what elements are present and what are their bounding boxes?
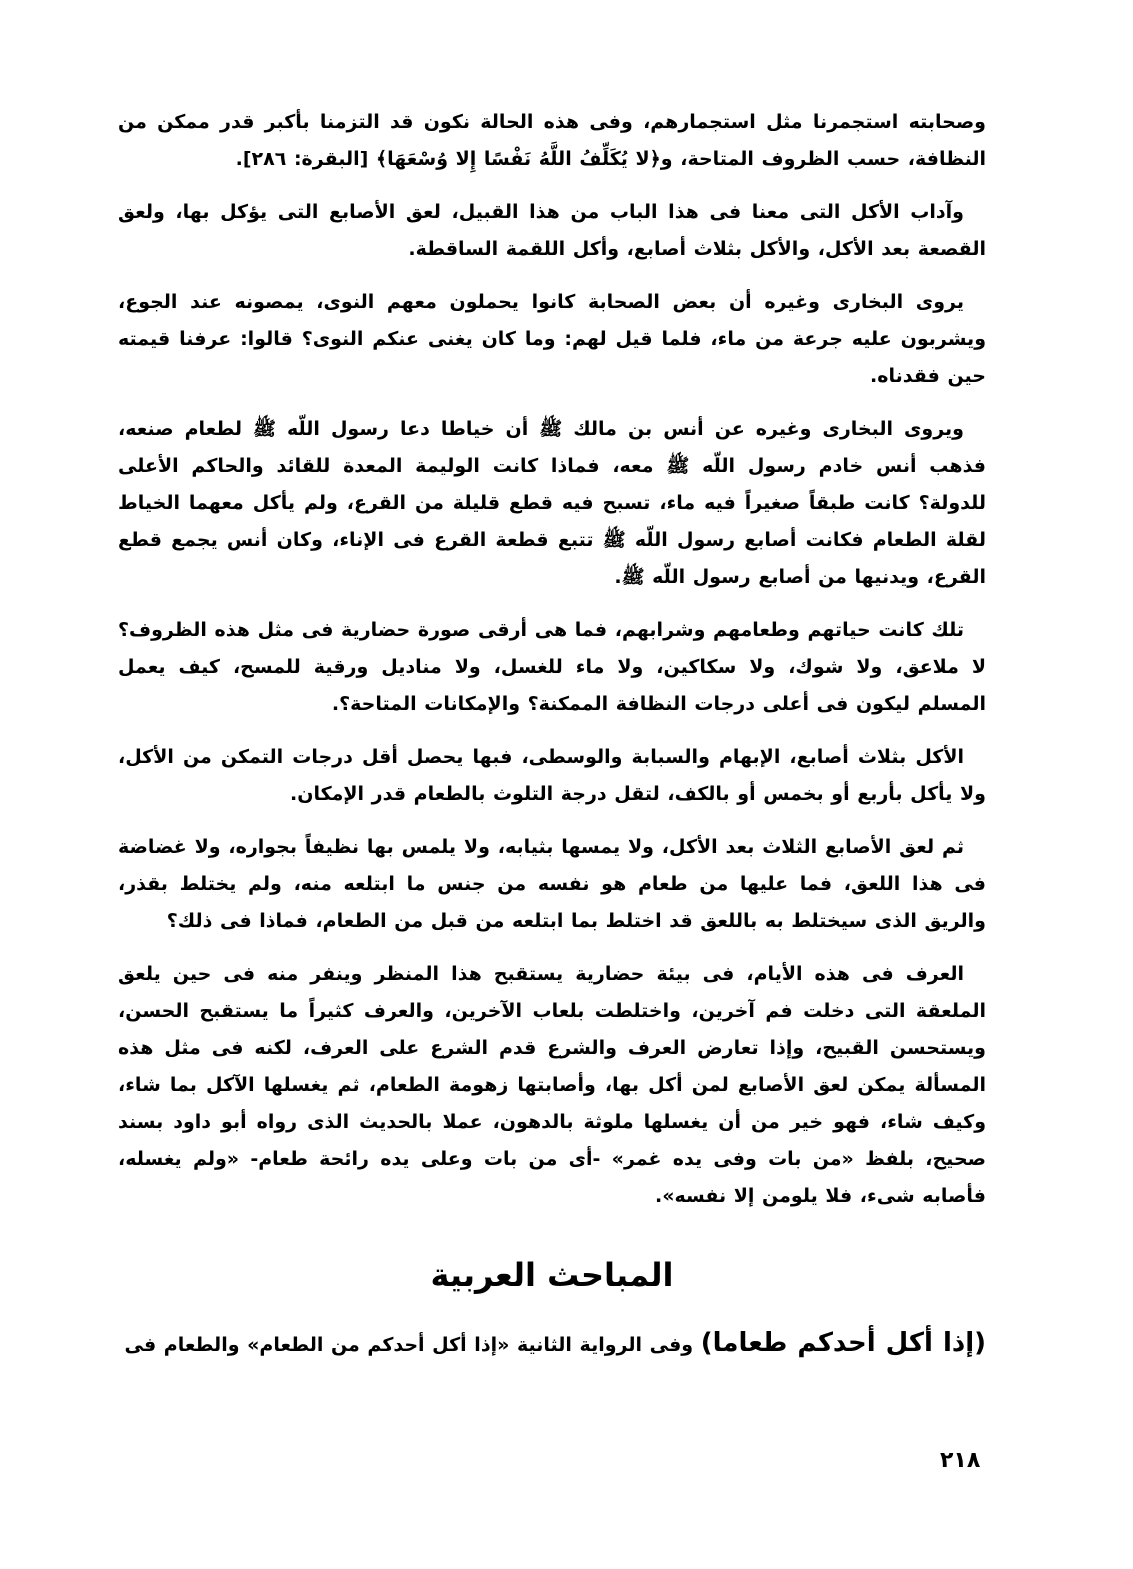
lead-phrase: (إذا أكل أحدكم طعاما) bbox=[700, 1328, 986, 1358]
paragraph-7: ثم لعق الأصابع الثلاث بعد الأكل، ولا يمسها بثيابه، ولا يلمس بها نظيفاً بجواره، ولا غضاضة فى هذا اللعق، فما عليها من طعام هو نفسه من جنس ما ابتلعه منه، ولم يختلط بقذر، والريق الذى سيختلط به باللعق قد اختلط بما ابتلعه من قبل من الطعام، فماذا فى ذلك؟ bbox=[118, 836, 986, 932]
paragraph-2: وآداب الأكل التى معنا فى هذا الباب من هذا القبيل، لعق الأصابع التى يؤكل بها، ولعق القصعة بعد الأكل، والأكل بثلاث أصابع، وأكل اللقمة الساقطة. bbox=[118, 201, 986, 260]
paragraph-4: ويروى البخارى وغيره عن أنس بن مالك ﷺ أن خياطا دعا رسول اللّه ﷺ لطعام صنعه، فذهب أنس خادم رسول اللّه ﷺ معه، فماذا كانت الوليمة المعدة للقائد والحاكم الأعلى للدولة؟ كانت طبقاً صغيراً فيه ماء، تسبح فيه قطع قليلة من القرع، ولم يأكل معهما الخياط لقلة الطعام فكانت أصابع رسول اللّه ﷺ تتبع قطعة القرع فى الإناء، وكان أنس يجمع قطع القرع، ويدنيها من أصابع رسول اللّه ﷺ. bbox=[118, 418, 986, 588]
paragraph-1 bbox=[118, 104, 986, 178]
paragraph-6: الأكل بثلاث أصابع، الإبهام والسبابة والوسطى، فبها يحصل أقل درجات التمكن من الأكل، ولا يأكل بأربع أو بخمس أو بالكف، لتقل درجة التلوث بالطعام قدر الإمكان. bbox=[118, 746, 986, 805]
quran-verse: ﴿لا يُكَلِّفُ اللَّهُ نَفْسًا إِلا وُسْعَهَا﴾ bbox=[375, 148, 661, 170]
page-number: ٢١٨ bbox=[940, 1448, 981, 1473]
paragraph-8: العرف فى هذه الأيام، فى بيئة حضارية يستقبح هذا المنظر وينفر منه فى حين يلعق الملعقة التى دخلت فم آخرين، واختلطت بلعاب الآخرين، والعرف كثيراً ما يستقبح الحسن، ويستحسن القبيح، وإذا تعارض العرف والشرع قدم الشرع على العرف، لكنه فى مثل هذه المسألة يمكن لعق الأصابع لمن أكل بها، وأصابتها زهومة الطعام، ثم يغسلها الآكل بما شاء، وكيف شاء، فهو خير من أن يغسلها ملوثة بالدهون، عملا بالحديث الذى رواه أبو داود بسند صحيح، بلفظ «من بات وفى يده غمر» -أى من بات وعلى يده رائحة طعام- «ولم يغسله، فأصابه شىء، فلا يلومن إلا نفسه». bbox=[118, 963, 986, 1207]
last-paragraph bbox=[118, 1325, 986, 1364]
paragraph-5: تلك كانت حياتهم وطعامهم وشرابهم، فما هى أرقى صورة حضارية فى مثل هذه الظروف؟ لا ملاعق، ولا شوك، ولا سكاكين، ولا ماء للغسل، ولا مناديل ورقية للمسح، كيف يعمل المسلم ليكون فى أعلى درجات النظافة الممكنة؟ والإمكانات المتاحة؟. bbox=[118, 619, 986, 715]
verse-citation: [البقرة: ٢٨٦]. bbox=[235, 148, 376, 170]
section-heading: المباحث العربية bbox=[430, 1256, 674, 1294]
last-paragraph-text: وفى الرواية الثانية «إذا أكل أحدكم من الطعام» والطعام فى bbox=[124, 1334, 701, 1356]
book-page bbox=[118, 104, 986, 1380]
paragraph-3: يروى البخارى وغيره أن بعض الصحابة كانوا يحملون معهم النوى، يمصونه عند الجوع، ويشربون عليه جرعة من ماء، فلما قيل لهم: وما كان يغنى عنكم النوى؟ قالوا: عرفنا قيمته حين فقدناه. bbox=[118, 291, 986, 387]
paragraph-1-text: وصحابته استجمرنا مثل استجمارهم، وفى هذه الحالة نكون قد التزمنا بأكبر قدر ممكن من النظافة، حسب الظروف المتاحة، و bbox=[118, 111, 986, 170]
